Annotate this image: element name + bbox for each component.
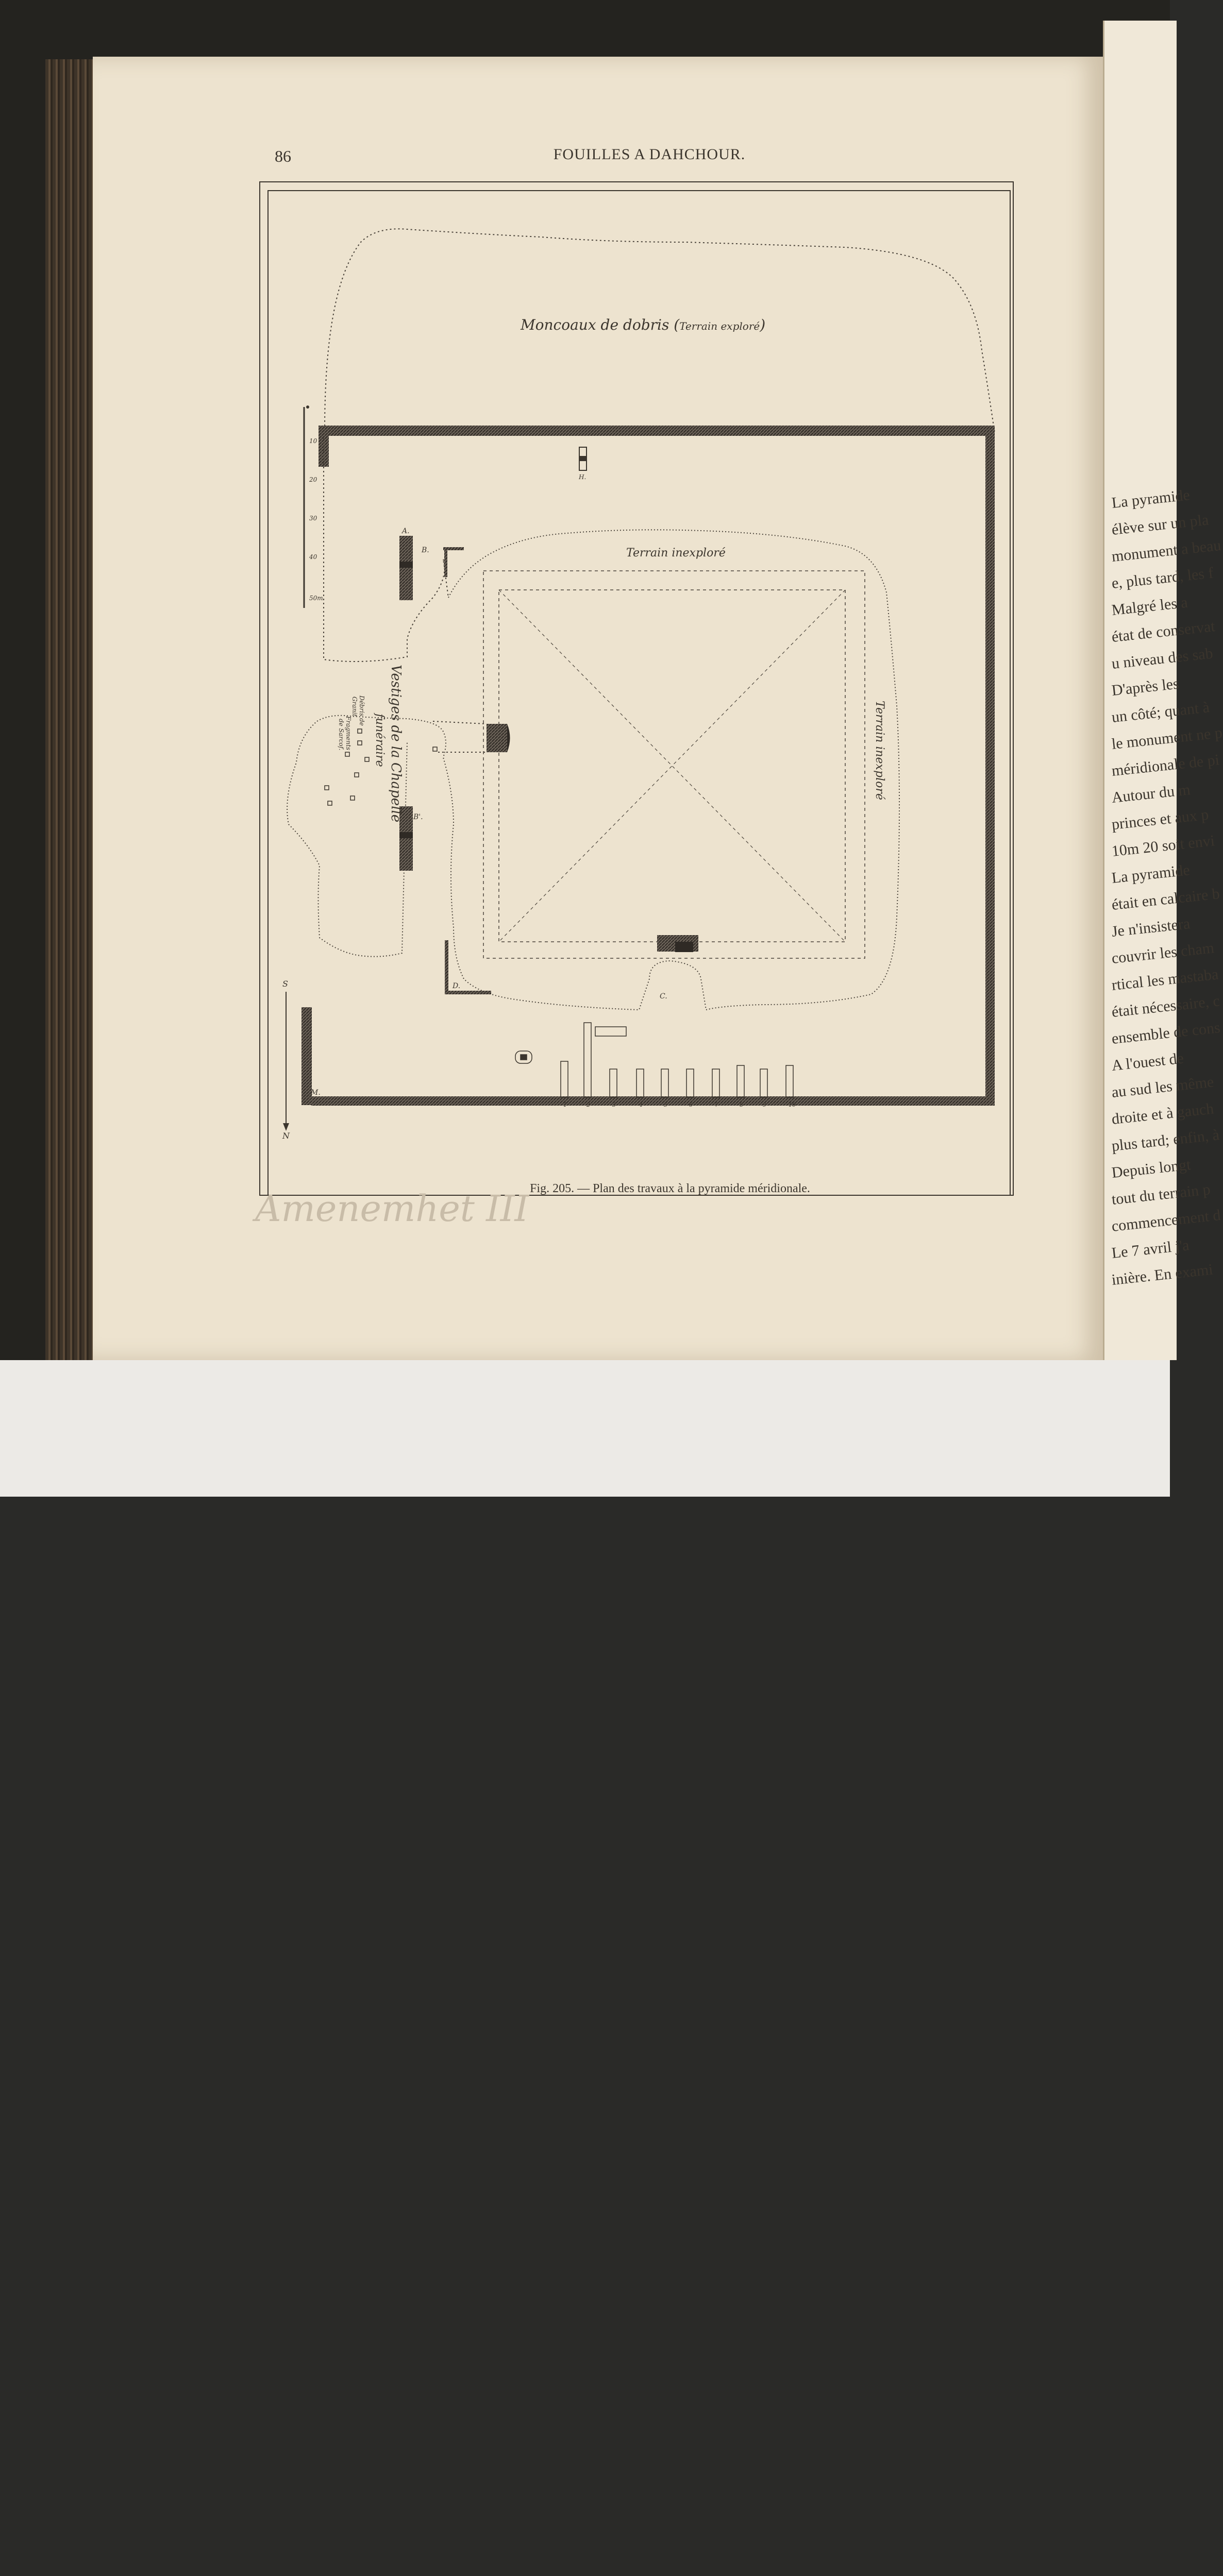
scale-label-30: 30 bbox=[309, 515, 317, 522]
scale-bar bbox=[304, 405, 309, 608]
explored-area-left bbox=[324, 438, 448, 662]
tomb-number: 9 bbox=[763, 1101, 766, 1108]
facing-page-line: inière. En exami bbox=[1111, 1261, 1214, 1289]
facing-page-line: couvrir les cham bbox=[1111, 939, 1215, 967]
facing-page-line: e, plus tard, les f bbox=[1111, 564, 1214, 592]
facing-page-line: A l'ouest de bbox=[1111, 1049, 1185, 1074]
scale-label-40: 40 bbox=[309, 553, 317, 561]
facing-page-line: monument a beau bbox=[1111, 536, 1222, 565]
facing-page-line: Le 7 avril j'a bbox=[1111, 1236, 1191, 1262]
block-mark-a: A. bbox=[402, 527, 410, 535]
pyramid-diagonal-2 bbox=[499, 590, 845, 942]
facing-page-line: plus tard; enfin, à bbox=[1111, 1126, 1220, 1155]
chapelle-label-2: funéraire bbox=[373, 714, 386, 767]
tomb-number: 2 bbox=[587, 1101, 590, 1108]
facing-page-line: ensemble de cons bbox=[1111, 1019, 1221, 1047]
north-arrow bbox=[283, 992, 289, 1131]
scale-label-20: 20 bbox=[309, 476, 317, 483]
chapelle-label-1: Vestiges de la Chapelle bbox=[388, 665, 404, 823]
facing-page-line: u niveau des sab bbox=[1111, 645, 1214, 672]
facing-page-line: était en calcaire b bbox=[1111, 885, 1221, 913]
tomb-number: 1 bbox=[563, 1101, 567, 1108]
debris-granit-label-1: Débris de bbox=[358, 696, 365, 726]
facing-page-line: Malgré les a bbox=[1111, 594, 1189, 619]
tomb-number: 4 bbox=[639, 1101, 643, 1108]
tomb-number: 5 bbox=[664, 1101, 667, 1108]
block-mark-h: H. bbox=[579, 473, 587, 481]
fragments-label-2: de Sarcof. bbox=[338, 719, 345, 751]
south-entrance bbox=[657, 935, 698, 952]
block-a bbox=[399, 536, 413, 600]
block-mark-b: B. bbox=[422, 546, 429, 554]
facing-page-line: élève sur un pla bbox=[1111, 511, 1210, 538]
scale-label-0: 10 bbox=[309, 437, 317, 445]
south-marker: S bbox=[282, 979, 288, 989]
facing-page-line: La pyramide bbox=[1111, 486, 1191, 512]
tomb-number: 8 bbox=[740, 1101, 743, 1108]
facing-page-line: au sud les même bbox=[1111, 1073, 1215, 1101]
page-number: 86 bbox=[275, 147, 291, 165]
block-h bbox=[579, 447, 587, 470]
tomb-number: 10 bbox=[789, 1101, 796, 1108]
north-marker: N bbox=[282, 1131, 290, 1141]
facing-page-line: Depuis longt bbox=[1111, 1156, 1192, 1181]
plan-inner-border bbox=[268, 191, 1010, 1195]
unexplored-right-label: Terrain inexploré bbox=[873, 701, 886, 800]
tomb-number: 7 bbox=[715, 1101, 718, 1108]
pyramid-outer-dashed bbox=[483, 571, 865, 958]
facing-page-line: Autour du m bbox=[1111, 781, 1192, 806]
chapel-remnant bbox=[433, 721, 510, 752]
facing-page-line: était nécessaire, c bbox=[1111, 992, 1221, 1021]
facing-page-line: princes et aux p bbox=[1111, 806, 1210, 833]
facing-page-line: état de conservat bbox=[1111, 618, 1216, 646]
block-d bbox=[445, 940, 491, 994]
facing-page-line: 10m 20 soit envi bbox=[1111, 832, 1216, 860]
tomb-number: 3 bbox=[612, 1101, 616, 1108]
debris-label: Moncoaux de dobris (Terrain exploré) bbox=[521, 316, 766, 333]
unexplored-area bbox=[287, 530, 899, 1010]
footer-bar bbox=[0, 1360, 1170, 1497]
facing-page-line: commencement d bbox=[1111, 1206, 1221, 1235]
facing-page-line: le monument ne p bbox=[1111, 724, 1223, 753]
block-mark-m: M. bbox=[311, 1089, 321, 1097]
running-head: FOUILLES A DAHCHOUR. bbox=[553, 146, 746, 163]
facing-page-line: tout du terrain p bbox=[1111, 1180, 1212, 1208]
facing-page-line: rtical les mastaba bbox=[1111, 965, 1219, 994]
tomb-row bbox=[515, 1023, 793, 1097]
debris-granit-label-2: Granit bbox=[351, 697, 358, 717]
figure-caption: Fig. 205. — Plan des travaux à la pyramide méridionale. bbox=[530, 1182, 810, 1195]
tomb-number: 6 bbox=[689, 1101, 693, 1108]
facing-page-line: un côté; quant à bbox=[1111, 699, 1211, 726]
fragments-label-1: Fragments bbox=[345, 716, 352, 751]
facing-page-line: D'après les bbox=[1111, 675, 1180, 699]
scale-label-50: 50m bbox=[309, 595, 323, 602]
unexplored-top-label: Terrain inexploré bbox=[626, 547, 726, 560]
pyramid-base bbox=[499, 590, 845, 942]
handwritten-note: Amenemhet III bbox=[255, 1188, 529, 1230]
facing-page-line: méridionale de pi bbox=[1111, 751, 1220, 779]
block-b bbox=[443, 547, 464, 577]
facing-page-line: Je n'insistera bbox=[1111, 915, 1191, 940]
facing-page-line: droite et à gauch bbox=[1111, 1100, 1215, 1128]
facing-page-line: La pyramide bbox=[1111, 861, 1191, 887]
pyramid-diagonal-1 bbox=[499, 590, 845, 942]
block-mark-b2: B'. bbox=[413, 813, 423, 821]
block-mark-c: C. bbox=[660, 992, 667, 1001]
block-mark-d: D. bbox=[453, 982, 461, 990]
